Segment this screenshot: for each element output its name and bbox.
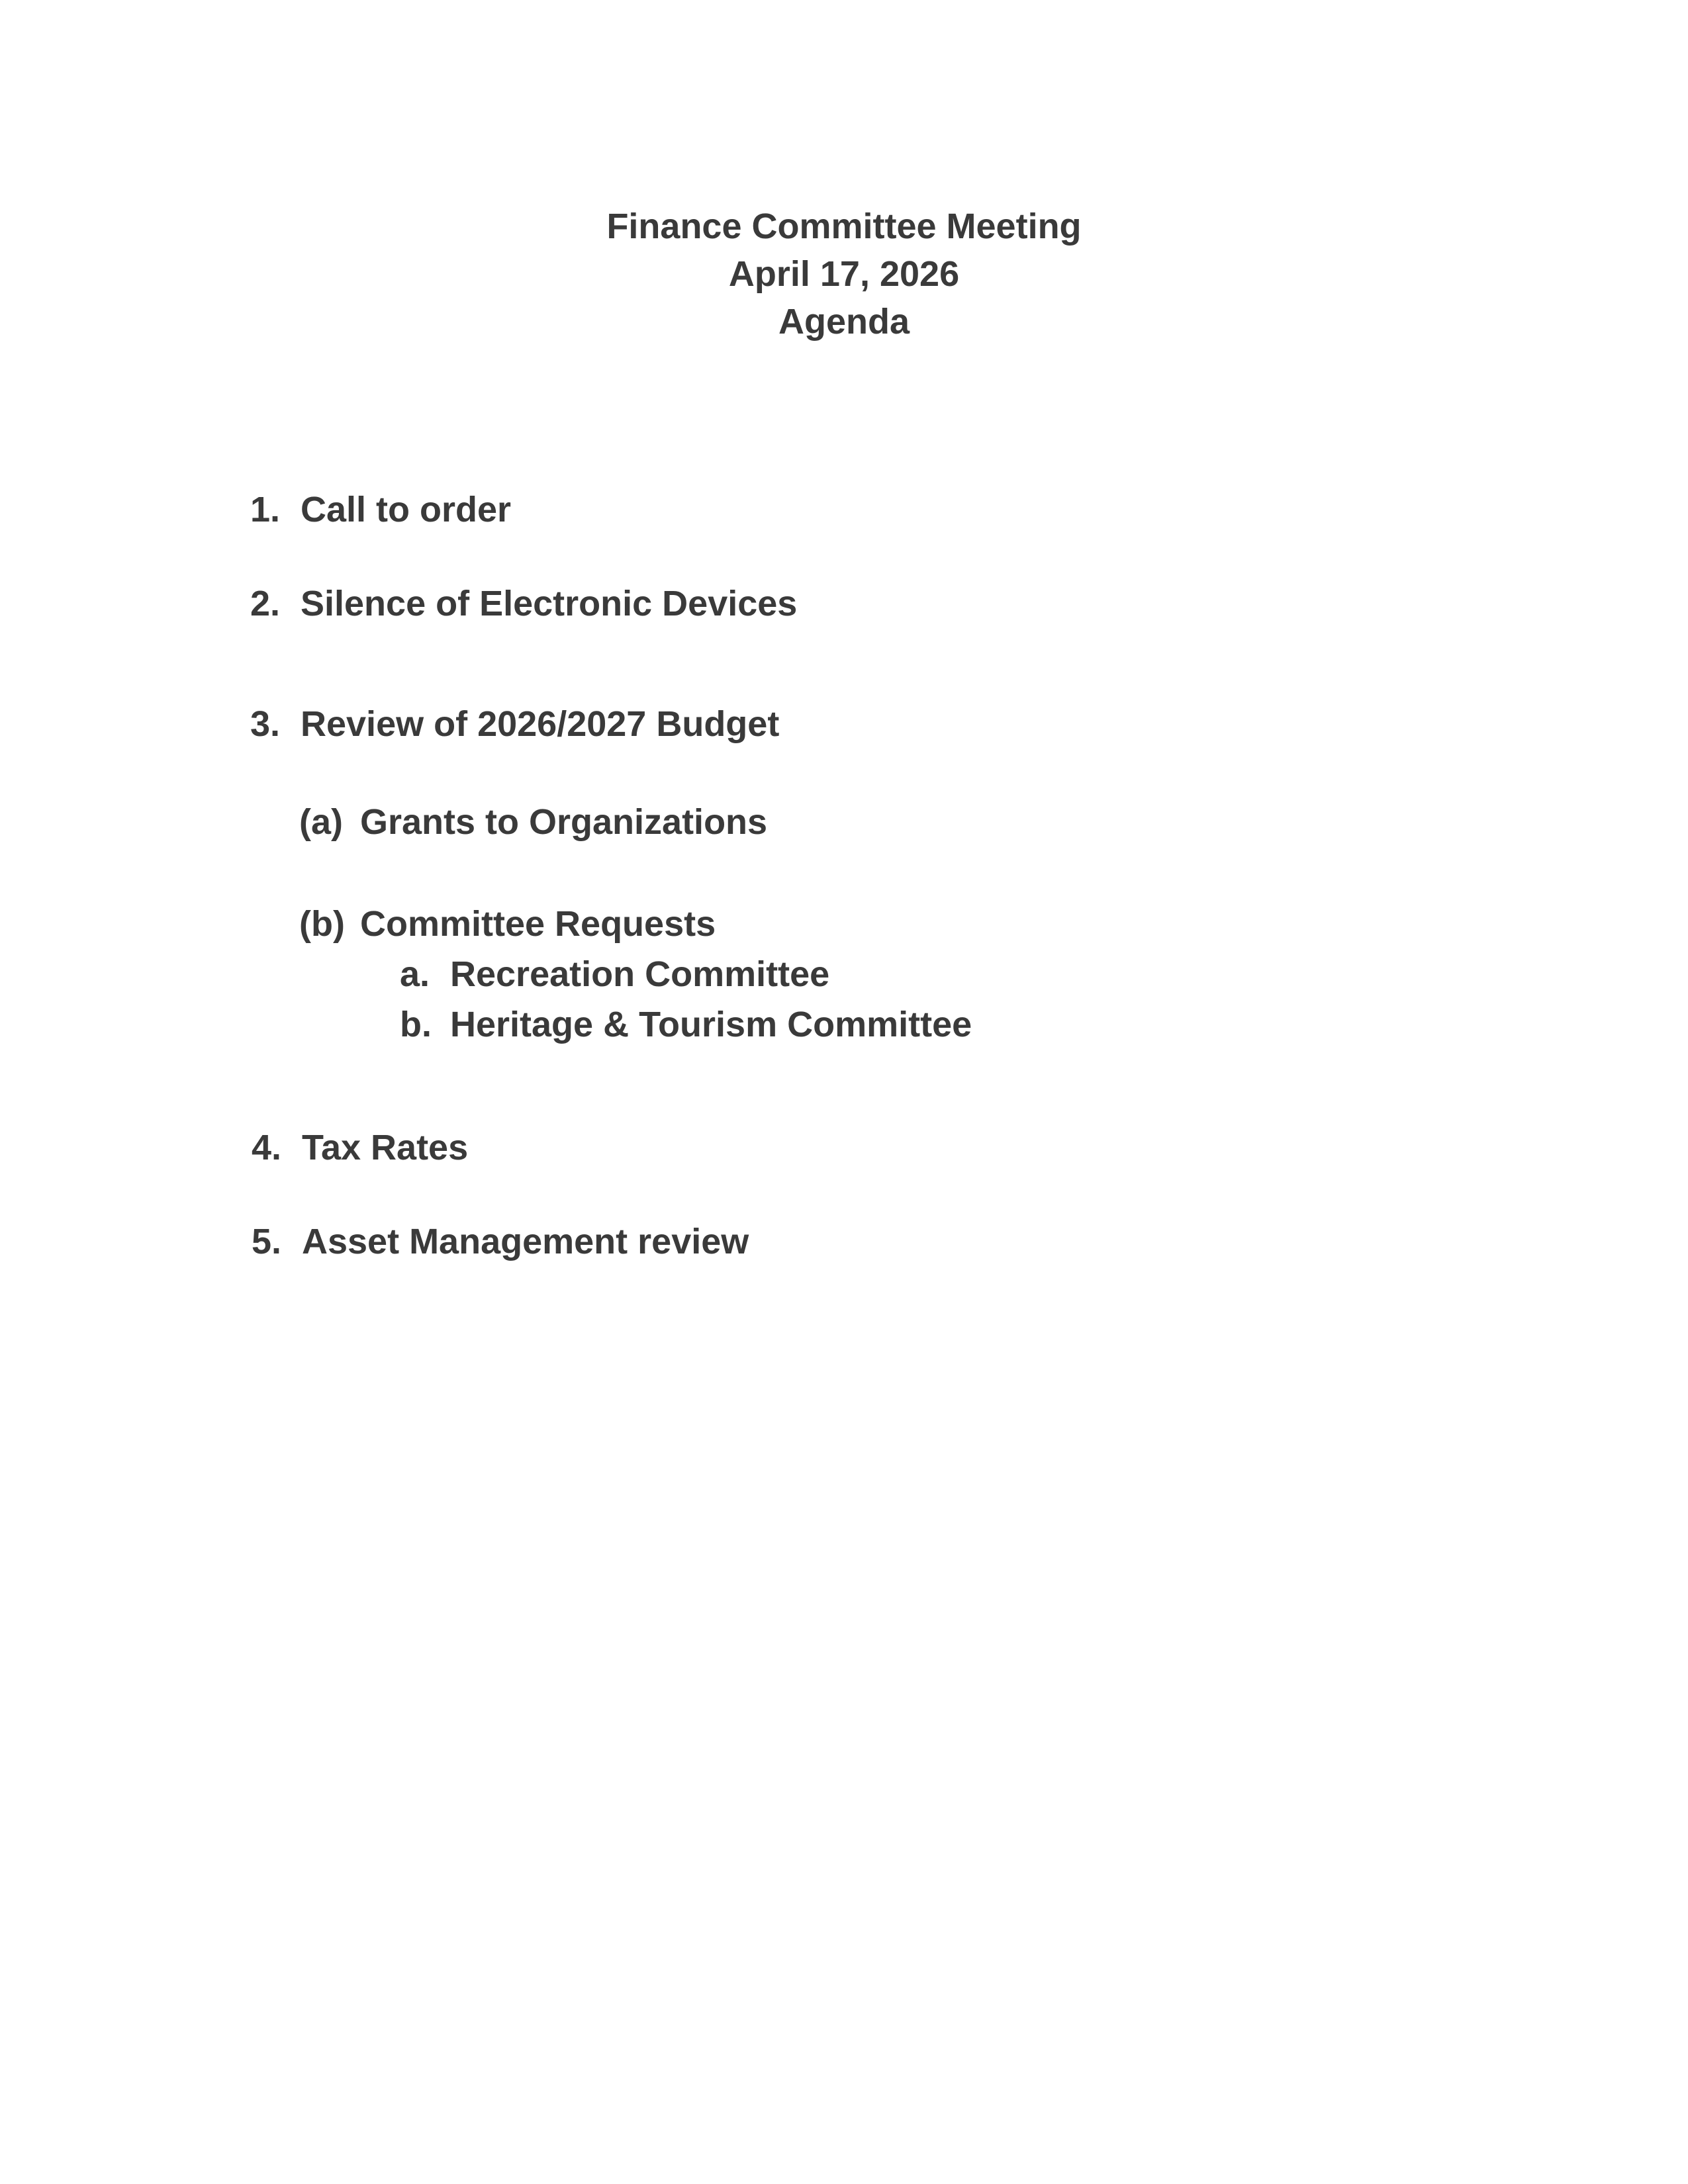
- meeting-date: April 17, 2026: [728, 254, 960, 294]
- agenda-item-number: 5.: [252, 1222, 282, 1261]
- agenda-subitem-3b: [299, 903, 716, 945]
- agenda-item-2: [250, 582, 797, 625]
- agenda-item-text: Silence of Electronic Devices: [301, 584, 798, 623]
- agenda-item-text: Tax Rates: [302, 1128, 469, 1167]
- agenda-item-text: Call to order: [301, 490, 512, 529]
- agenda-item-text: Review of 2026/2027 Budget: [301, 704, 780, 744]
- agenda-item-3: [250, 703, 779, 745]
- agenda-subitem-3b-a: [400, 953, 829, 995]
- agenda-item-text: Asset Management review: [302, 1222, 749, 1261]
- agenda-item-number: 1.: [250, 490, 281, 529]
- agenda-item-4: [252, 1126, 468, 1169]
- agenda-subitem-3b-b: [400, 1003, 972, 1046]
- meeting-title: Finance Committee Meeting: [606, 206, 1082, 246]
- agenda-item-number: (a): [299, 802, 343, 842]
- agenda-subitem-3a: [299, 801, 767, 843]
- agenda-item-text: Recreation Committee: [450, 954, 830, 994]
- agenda-item-number: a.: [400, 954, 430, 994]
- agenda-item-text: Heritage & Tourism Committee: [450, 1005, 972, 1044]
- agenda-item-number: 2.: [250, 584, 281, 623]
- agenda-item-number: b.: [400, 1005, 432, 1044]
- document-header: [0, 203, 1688, 345]
- agenda-item-5: [252, 1220, 749, 1263]
- agenda-heading: Agenda: [778, 302, 910, 341]
- agenda-item-text: Grants to Organizations: [360, 802, 768, 842]
- agenda-item-number: 3.: [250, 704, 281, 744]
- agenda-item-number: 4.: [252, 1128, 282, 1167]
- agenda-item-text: Committee Requests: [360, 904, 716, 944]
- agenda-item-1: [250, 488, 511, 531]
- agenda-item-number: (b): [299, 904, 345, 944]
